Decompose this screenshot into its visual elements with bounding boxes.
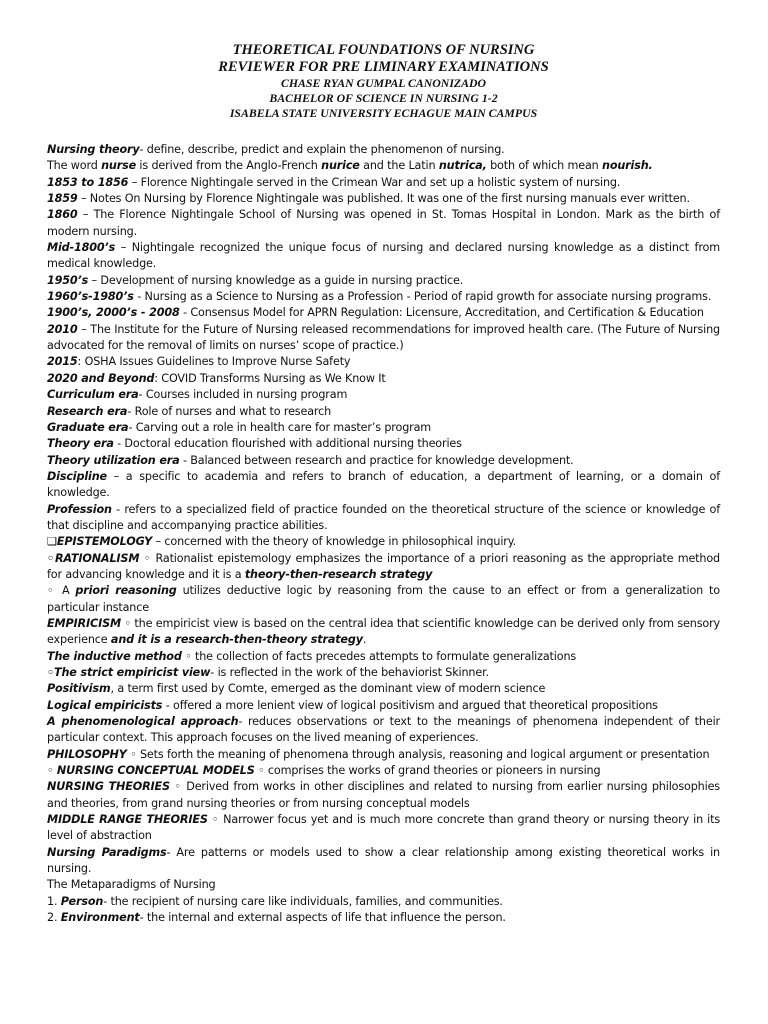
emphasis: theory-then-research strategy — [244, 567, 433, 581]
term: Graduate era — [47, 420, 129, 434]
document-header — [47, 42, 720, 121]
definition: - Balanced between research and practice for knowledge development. — [179, 453, 574, 467]
term: Discipline — [47, 469, 107, 483]
metaparadigms-heading — [47, 877, 720, 893]
text-part: and the Latin — [359, 159, 439, 173]
term: Positivism — [47, 682, 111, 696]
entry-positivism — [47, 681, 720, 697]
term: Nursing theory — [47, 143, 140, 156]
bullet: ◦ — [47, 764, 57, 778]
entry-rationalism — [47, 551, 720, 584]
entry-2010 — [47, 322, 720, 355]
entry-a-priori-reasoning — [47, 583, 720, 616]
definition: ◦ Derived from works in other disciplines and related to nursing from earlier nursing philosophies and theories, from grand nursing theories or from nursing conceptual models — [47, 780, 720, 810]
entry-1950s — [47, 273, 720, 289]
definition: - reduces observations or text to the meanings of phenomena independent of their particular context. This approach focuses on the lived meaning of experiences. — [47, 715, 720, 745]
entry-nursing-theory — [47, 142, 720, 158]
entry-graduate-era — [47, 420, 720, 436]
document-subtitle: REVIEWER FOR PRE LIMINARY EXAMINATIONS — [218, 59, 549, 75]
entry-1900s-2008 — [47, 305, 720, 321]
definition: - Courses included in nursing program — [138, 388, 348, 402]
definition: - Consensus Model for APRN Regulation: Licensure, Accreditation, and Certification & Education — [179, 306, 704, 320]
term: 1900’s, 2000’s - 2008 — [47, 306, 180, 320]
term: Profession — [47, 502, 112, 516]
document-page — [47, 42, 720, 927]
term: NURSING THEORIES — [47, 780, 170, 794]
list-number: 2. — [47, 911, 61, 925]
term: priori reasoning — [75, 584, 177, 598]
definition: : OSHA Issues Guidelines to Improve Nurse Safety — [77, 355, 351, 369]
term: 1853 to 1856 — [47, 175, 129, 189]
definition: - the recipient of nursing care like individuals, families, and communities. — [103, 894, 503, 908]
term: 2020 and Beyond — [47, 371, 155, 385]
term: 1950’s — [47, 273, 89, 287]
term: 1859 — [47, 192, 78, 206]
term: 2010 — [47, 322, 78, 336]
entry-1860 — [47, 207, 720, 240]
term: EMPIRICISM — [47, 616, 121, 630]
definition: – concerned with the theory of knowledge in philosophical inquiry. — [152, 535, 517, 549]
term: Nursing Paradigms — [47, 845, 167, 859]
term: 2015 — [47, 355, 78, 369]
entry-epistemology — [47, 534, 720, 550]
term: ◦The strict empiricist view — [47, 666, 211, 679]
text-part: . — [362, 633, 367, 647]
term: Mid-1800’s — [47, 241, 116, 255]
definition: , a term first used by Comte, emerged as the dominant view of modern science — [110, 682, 546, 696]
definition: - Are patterns or models used to show a clear relationship among existing theoretical works in nursing. — [47, 845, 720, 876]
term: Environment — [60, 911, 140, 925]
term: MIDDLE RANGE THEORIES — [47, 813, 208, 827]
term: Curriculum era — [47, 388, 139, 402]
term: The inductive method — [47, 649, 182, 663]
term: nurse — [101, 159, 137, 173]
entry-philosophy — [47, 747, 720, 763]
entry-conceptual-models — [47, 763, 720, 779]
definition: ◦ the collection of facts precedes attempts to formulate generalizations — [181, 649, 577, 663]
entry-paradigms — [47, 845, 720, 878]
term: ❑EPISTEMOLOGY — [47, 535, 153, 549]
term: Theory utilization era — [47, 453, 180, 467]
definition: - the internal and external aspects of life that influence the person. — [139, 911, 506, 925]
entry-inductive-method — [47, 649, 720, 665]
definition: - Doctoral education flourished with additional nursing theories — [113, 437, 462, 451]
text-part: is derived from the Anglo-French — [136, 159, 322, 173]
definition: – Nightingale recognized the unique focus of nursing and declared nursing knowledge as a distinct from medical knowledge. — [47, 241, 720, 271]
term: ◦RATIONALISM — [47, 551, 140, 565]
entry-environment — [47, 910, 720, 926]
entry-1853 — [47, 175, 720, 191]
definition: : COVID Transforms Nursing as We Know It — [154, 371, 386, 385]
definition: ◦ Rationalist epistemology emphasizes the importance of a priori reasoning as the appropriate method for advancing knowledge and it is a — [47, 551, 720, 581]
school-name: ISABELA STATE UNIVERSITY ECHAGUE MAIN CAMPUS — [229, 106, 538, 120]
entry-nursing-theories — [47, 779, 720, 812]
entry-mid-1800s — [47, 240, 720, 273]
entry-discipline — [47, 469, 720, 502]
definition: – a specific to academia and refers to branch of education, a department of learning, or a domain of knowledge. — [47, 469, 720, 500]
heading-text: The Metaparadigms of Nursing — [47, 878, 216, 892]
term: Theory era — [47, 437, 114, 451]
term: PHILOSOPHY — [47, 747, 127, 761]
program-name: BACHELOR OF SCIENCE IN NURSING 1-2 — [269, 91, 498, 105]
definition: – Florence Nightingale served in the Crimean War and set up a holistic system of nursing. — [128, 175, 621, 189]
definition: - refers to a specialized field of practice founded on the theoretical structure of the science or knowledge of that discipline and accompanying practice abilities. — [47, 502, 720, 532]
document-title: THEORETICAL FOUNDATIONS OF NURSING — [232, 42, 535, 58]
document-body — [47, 142, 720, 927]
definition: – The Institute for the Future of Nursing released recommendations for improved health care. (The Future of Nursing advocated for the removal of limits on nurses’ scope of practice.) — [47, 322, 720, 353]
term: nutrica, — [438, 159, 487, 173]
entry-2015 — [47, 354, 720, 370]
entry-1960s-1980s — [47, 289, 720, 305]
definition: - Nursing as a Science to Nursing as a Profession - Period of rapid growth for associate nursing programs. — [133, 290, 712, 304]
entry-profession — [47, 502, 720, 535]
term: Research era — [47, 404, 128, 418]
definition: ◦ comprises the works of grand theories or pioneers in nursing — [254, 764, 601, 778]
definition: - is reflected in the work of the behaviorist Skinner. — [210, 666, 489, 679]
definition: – Development of nursing knowledge as a guide in nursing practice. — [88, 273, 464, 287]
term: Logical empiricists — [47, 698, 163, 712]
definition: - define, describe, predict and explain the phenomenon of nursing. — [139, 143, 505, 156]
definition: - Role of nurses and what to research — [127, 404, 332, 418]
definition: utilizes deductive logic by reasoning from the cause to an effect or from a generalization to particular instance — [47, 584, 720, 614]
entry-logical-empiricists — [47, 698, 720, 714]
entry-word-nurse — [47, 158, 720, 174]
definition: - Carving out a role in health care for master’s program — [128, 420, 432, 434]
term: nourish. — [602, 159, 653, 173]
term: 1860 — [47, 208, 78, 222]
definition: – Notes On Nursing by Florence Nightingale was published. It was one of the first nursing manuals ever written. — [77, 192, 690, 206]
entry-empiricism — [47, 616, 720, 649]
author-name: CHASE RYAN GUMPAL CANONIZADO — [280, 76, 487, 90]
definition: - offered a more lenient view of logical positivism and argued that theoretical propositions — [162, 698, 658, 712]
entry-person — [47, 894, 720, 910]
term: Person — [60, 894, 104, 908]
term: nurice — [321, 159, 360, 173]
entry-middle-range — [47, 812, 720, 845]
definition: ◦ Sets forth the meaning of phenomena through analysis, reasoning and logical argument or presentation — [126, 747, 710, 761]
term: NURSING CONCEPTUAL MODELS — [56, 764, 255, 778]
text-part: The word — [47, 159, 102, 173]
term: A phenomenological approach — [47, 715, 239, 729]
entry-curriculum-era — [47, 387, 720, 403]
definition: ◦ the empiricist view is based on the central idea that scientific knowledge can be derived only from sensory experience — [47, 616, 720, 647]
entry-2020 — [47, 371, 720, 387]
list-number: 1. — [47, 894, 61, 908]
entry-phenomenological — [47, 714, 720, 747]
entry-1859 — [47, 191, 720, 207]
entry-research-era — [47, 404, 720, 420]
entry-strict-empiricist — [47, 665, 720, 681]
emphasis: and it is a research-then-theory strategy — [110, 633, 363, 647]
bullet: ◦ A — [47, 584, 76, 598]
entry-theory-utilization-era — [47, 453, 720, 469]
definition: – The Florence Nightingale School of Nursing was opened in St. Tomas Hospital in London. Mark as the birth of modern nursing. — [47, 208, 720, 238]
entry-theory-era — [47, 436, 720, 452]
definition: ◦ Narrower focus yet and is much more concrete than grand theory or nursing theory in its level of abstraction — [47, 813, 720, 843]
text-part: both of which mean — [486, 159, 602, 173]
term: 1960’s-1980’s — [47, 290, 134, 304]
